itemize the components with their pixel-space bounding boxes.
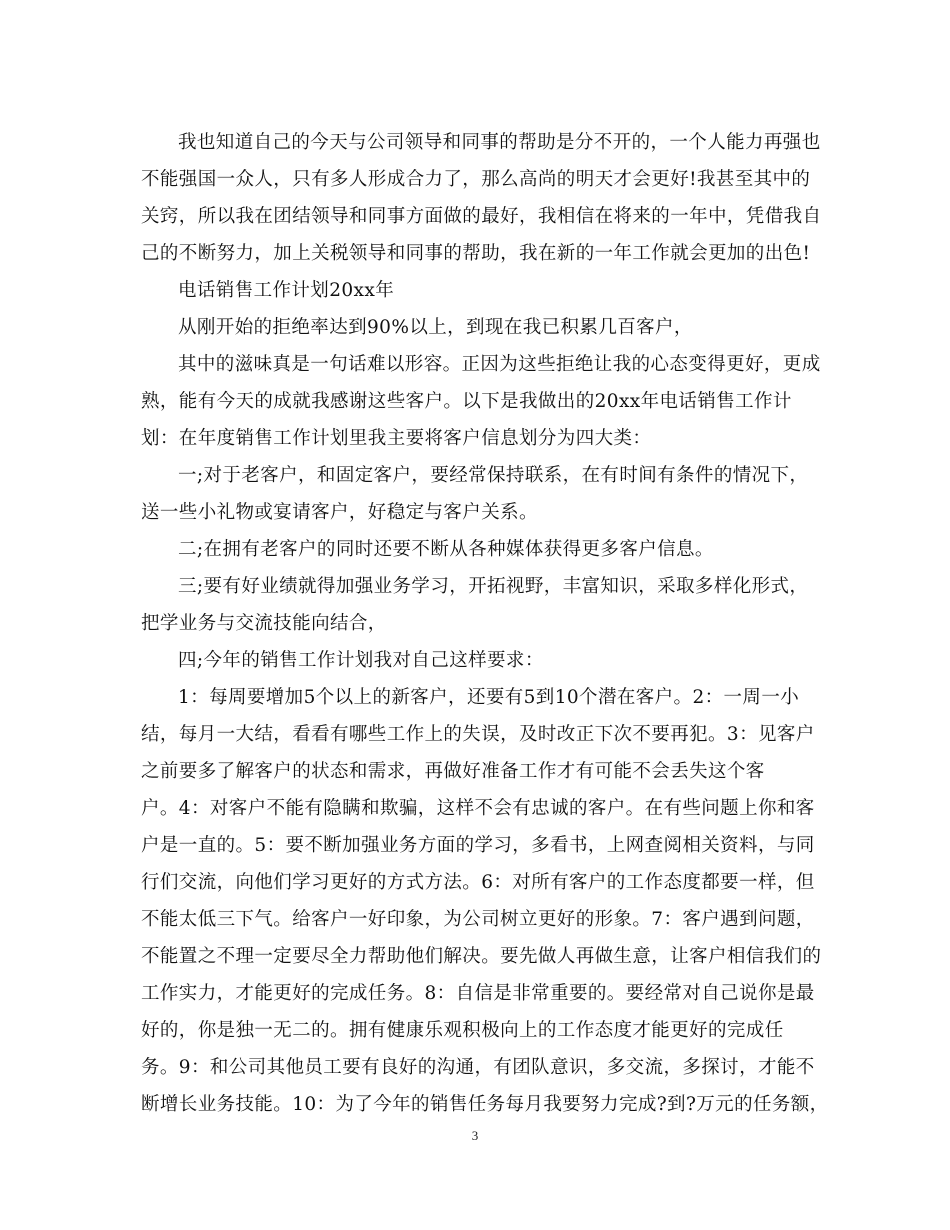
- list-item: 二;在拥有老客户的同时还要不断从各种媒体获得更多客户信息。: [178, 539, 714, 560]
- text-line: 务。9：和公司其他员工要有良好的沟通，有团队意识，多交流，多探讨，才能不: [141, 1057, 815, 1078]
- text-line: 1：每周要增加5个以上的新客户，还要有5到10个潜在客户。2：一周一小: [178, 687, 800, 708]
- text-line: 之前要多了解客户的状态和需求，再做好准备工作才有可能不会丢失这个客: [141, 761, 765, 782]
- list-item: 四;今年的销售工作计划我对自己这样要求：: [178, 650, 544, 671]
- text-line: 我也知道自己的今天与公司领导和同事的帮助是分不开的，一个人能力再强也: [178, 132, 821, 153]
- text-line: 关窍，所以我在团结领导和同事方面做的最好，我相信在将来的一年中，凭借我自: [141, 206, 822, 227]
- text-line: 好的，你是独一无二的。拥有健康乐观积极向上的工作态度才能更好的完成任: [141, 1020, 784, 1041]
- list-item: 三;要有好业绩就得加强业务学习，开拓视野，丰富知识，采取多样化形式，: [178, 576, 809, 597]
- text-line: 划：在年度销售工作计划里我主要将客户信息划分为四大类：: [141, 428, 652, 449]
- text-line: 送一些小礼物或宴请客户，好稳定与客户关系。: [141, 502, 538, 523]
- text-line: 工作实力，才能更好的完成任务。8：自信是非常重要的。要经常对自己说你是最: [141, 983, 815, 1004]
- text-line: 从刚开始的拒绝率达到90%以上，到现在我已积累几百客户，: [178, 317, 693, 338]
- text-line: 己的不断努力，加上关税领导和同事的帮助，我在新的一年工作就会更加的出色!: [141, 243, 811, 264]
- text-line: 其中的滋味真是一句话难以形容。正因为这些拒绝让我的心态变得更好，更成: [178, 354, 821, 375]
- list-item: 一;对于老客户，和固定客户，要经常保持联系，在有时间有条件的情况下，: [178, 465, 809, 486]
- text-line: 不能强国一众人，只有多人形成合力了，那么高尚的明天才会更好!我甚至其中的: [141, 169, 811, 190]
- section-heading: 电话销售工作计划20xx年: [178, 280, 395, 301]
- text-line: 结，每月一大结，看看有哪些工作上的失误，及时改正下次不要再犯。3：见客户: [141, 724, 815, 745]
- text-line: 不能置之不理一定要尽全力帮助他们解决。要先做人再做生意，让客户相信我们的: [141, 946, 822, 967]
- text-line: 把学业务与交流技能向结合，: [141, 613, 387, 634]
- text-line: 行们交流，向他们学习更好的方式方法。6：对所有客户的工作态度都要一样，但: [141, 872, 815, 893]
- page-number: 3: [471, 1128, 479, 1143]
- text-line: 熟，能有今天的成就我感谢这些客户。以下是我做出的20xx年电话销售工作计: [141, 391, 792, 412]
- text-line: 不能太低三下气。给客户一好印象，为公司树立更好的形象。7：客户遇到问题，: [141, 909, 815, 930]
- text-line: 户。4：对客户不能有隐瞒和欺骗，这样不会有忠诚的客户。在有些问题上你和客: [141, 798, 815, 819]
- text-line: 户是一直的。5：要不断加强业务方面的学习，多看书，上网查阅相关资料，与同: [141, 835, 815, 856]
- text-line: 断增长业务技能。10：为了今年的销售任务每月我要努力完成?到?万元的任务额，: [141, 1094, 829, 1115]
